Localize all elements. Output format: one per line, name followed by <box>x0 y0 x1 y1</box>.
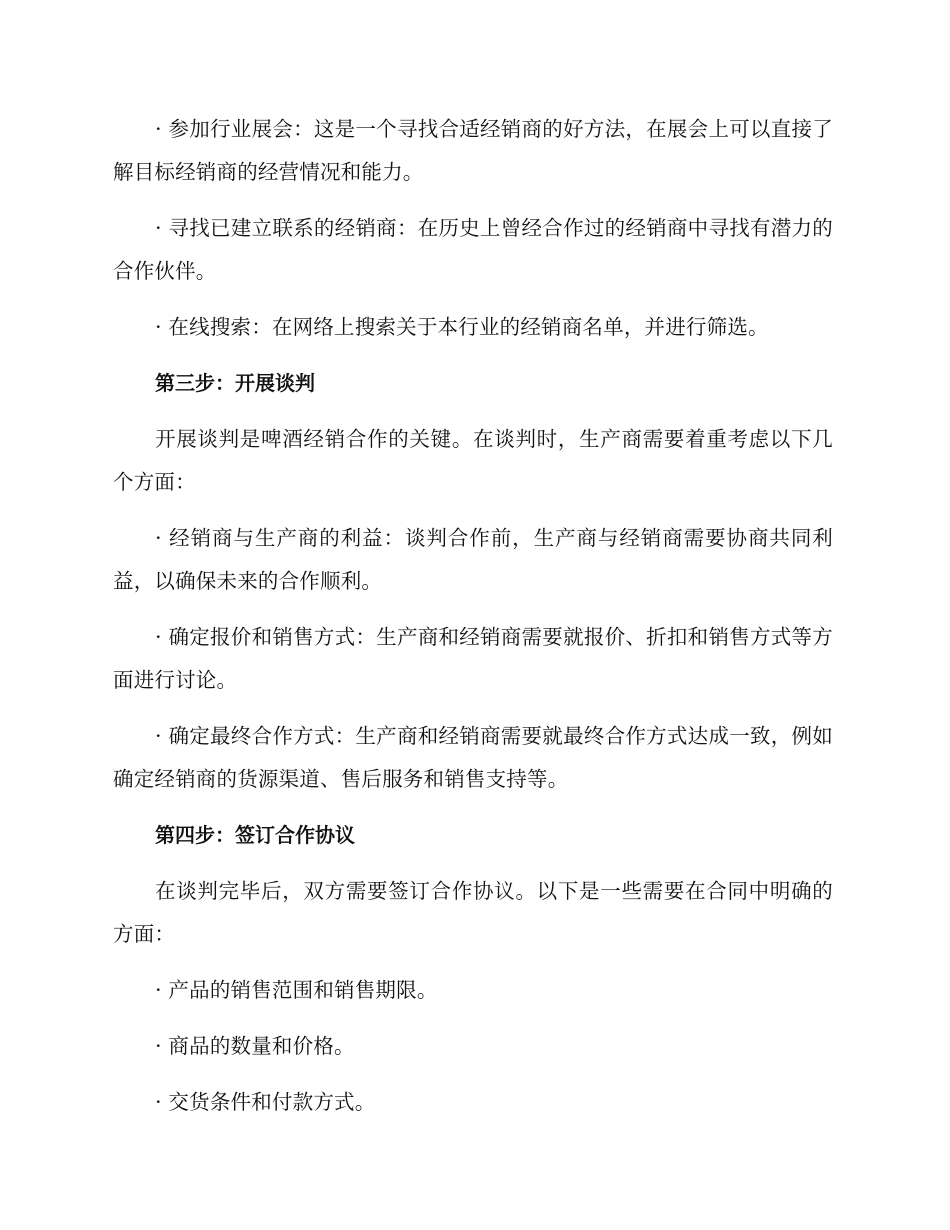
bullet-delivery-payment: · 交货条件和付款方式。 <box>155 1090 376 1114</box>
bullet-existing-dealers: · 寻找已建立联系的经销商：在历史上曾经合作过的经销商中寻找有潜力的合作伙伴。 <box>113 216 833 283</box>
bullet-interests: · 经销商与生产商的利益：谈判合作前，生产商与经销商需要协商共同利益，以确保未来的合作顺利。 <box>113 526 833 593</box>
bullet-pricing: · 确定报价和销售方式：生产商和经销商需要就报价、折扣和销售方式等方面进行讨论。 <box>113 625 833 692</box>
bullet-final-cooperation: · 确定最终合作方式：生产商和经销商需要就最终合作方式达成一致，例如确定经销商的货源渠道、售后服务和销售支持等。 <box>113 724 833 791</box>
section-heading-step-three: 第三步：开展谈判 <box>155 371 315 395</box>
bullet-online-search: · 在线搜索：在网络上搜索关于本行业的经销商名单，并进行筛选。 <box>155 315 769 339</box>
bullet-sales-scope: · 产品的销售范围和销售期限。 <box>155 978 438 1002</box>
paragraph-negotiation-intro: 开展谈判是啤酒经销合作的关键。在谈判时，生产商需要着重考虑以下几个方面： <box>113 427 833 494</box>
section-heading-step-four: 第四步：签订合作协议 <box>155 823 355 847</box>
bullet-trade-show: · 参加行业展会：这是一个寻找合适经销商的好方法，在展会上可以直接了解目标经销商的经营情况和能力。 <box>113 117 833 184</box>
document-page <box>113 108 833 1137</box>
bullet-quantity-price: · 商品的数量和价格。 <box>155 1034 355 1058</box>
paragraph-agreement-intro: 在谈判完毕后，双方需要签订合作协议。以下是一些需要在合同中明确的方面： <box>113 879 833 946</box>
